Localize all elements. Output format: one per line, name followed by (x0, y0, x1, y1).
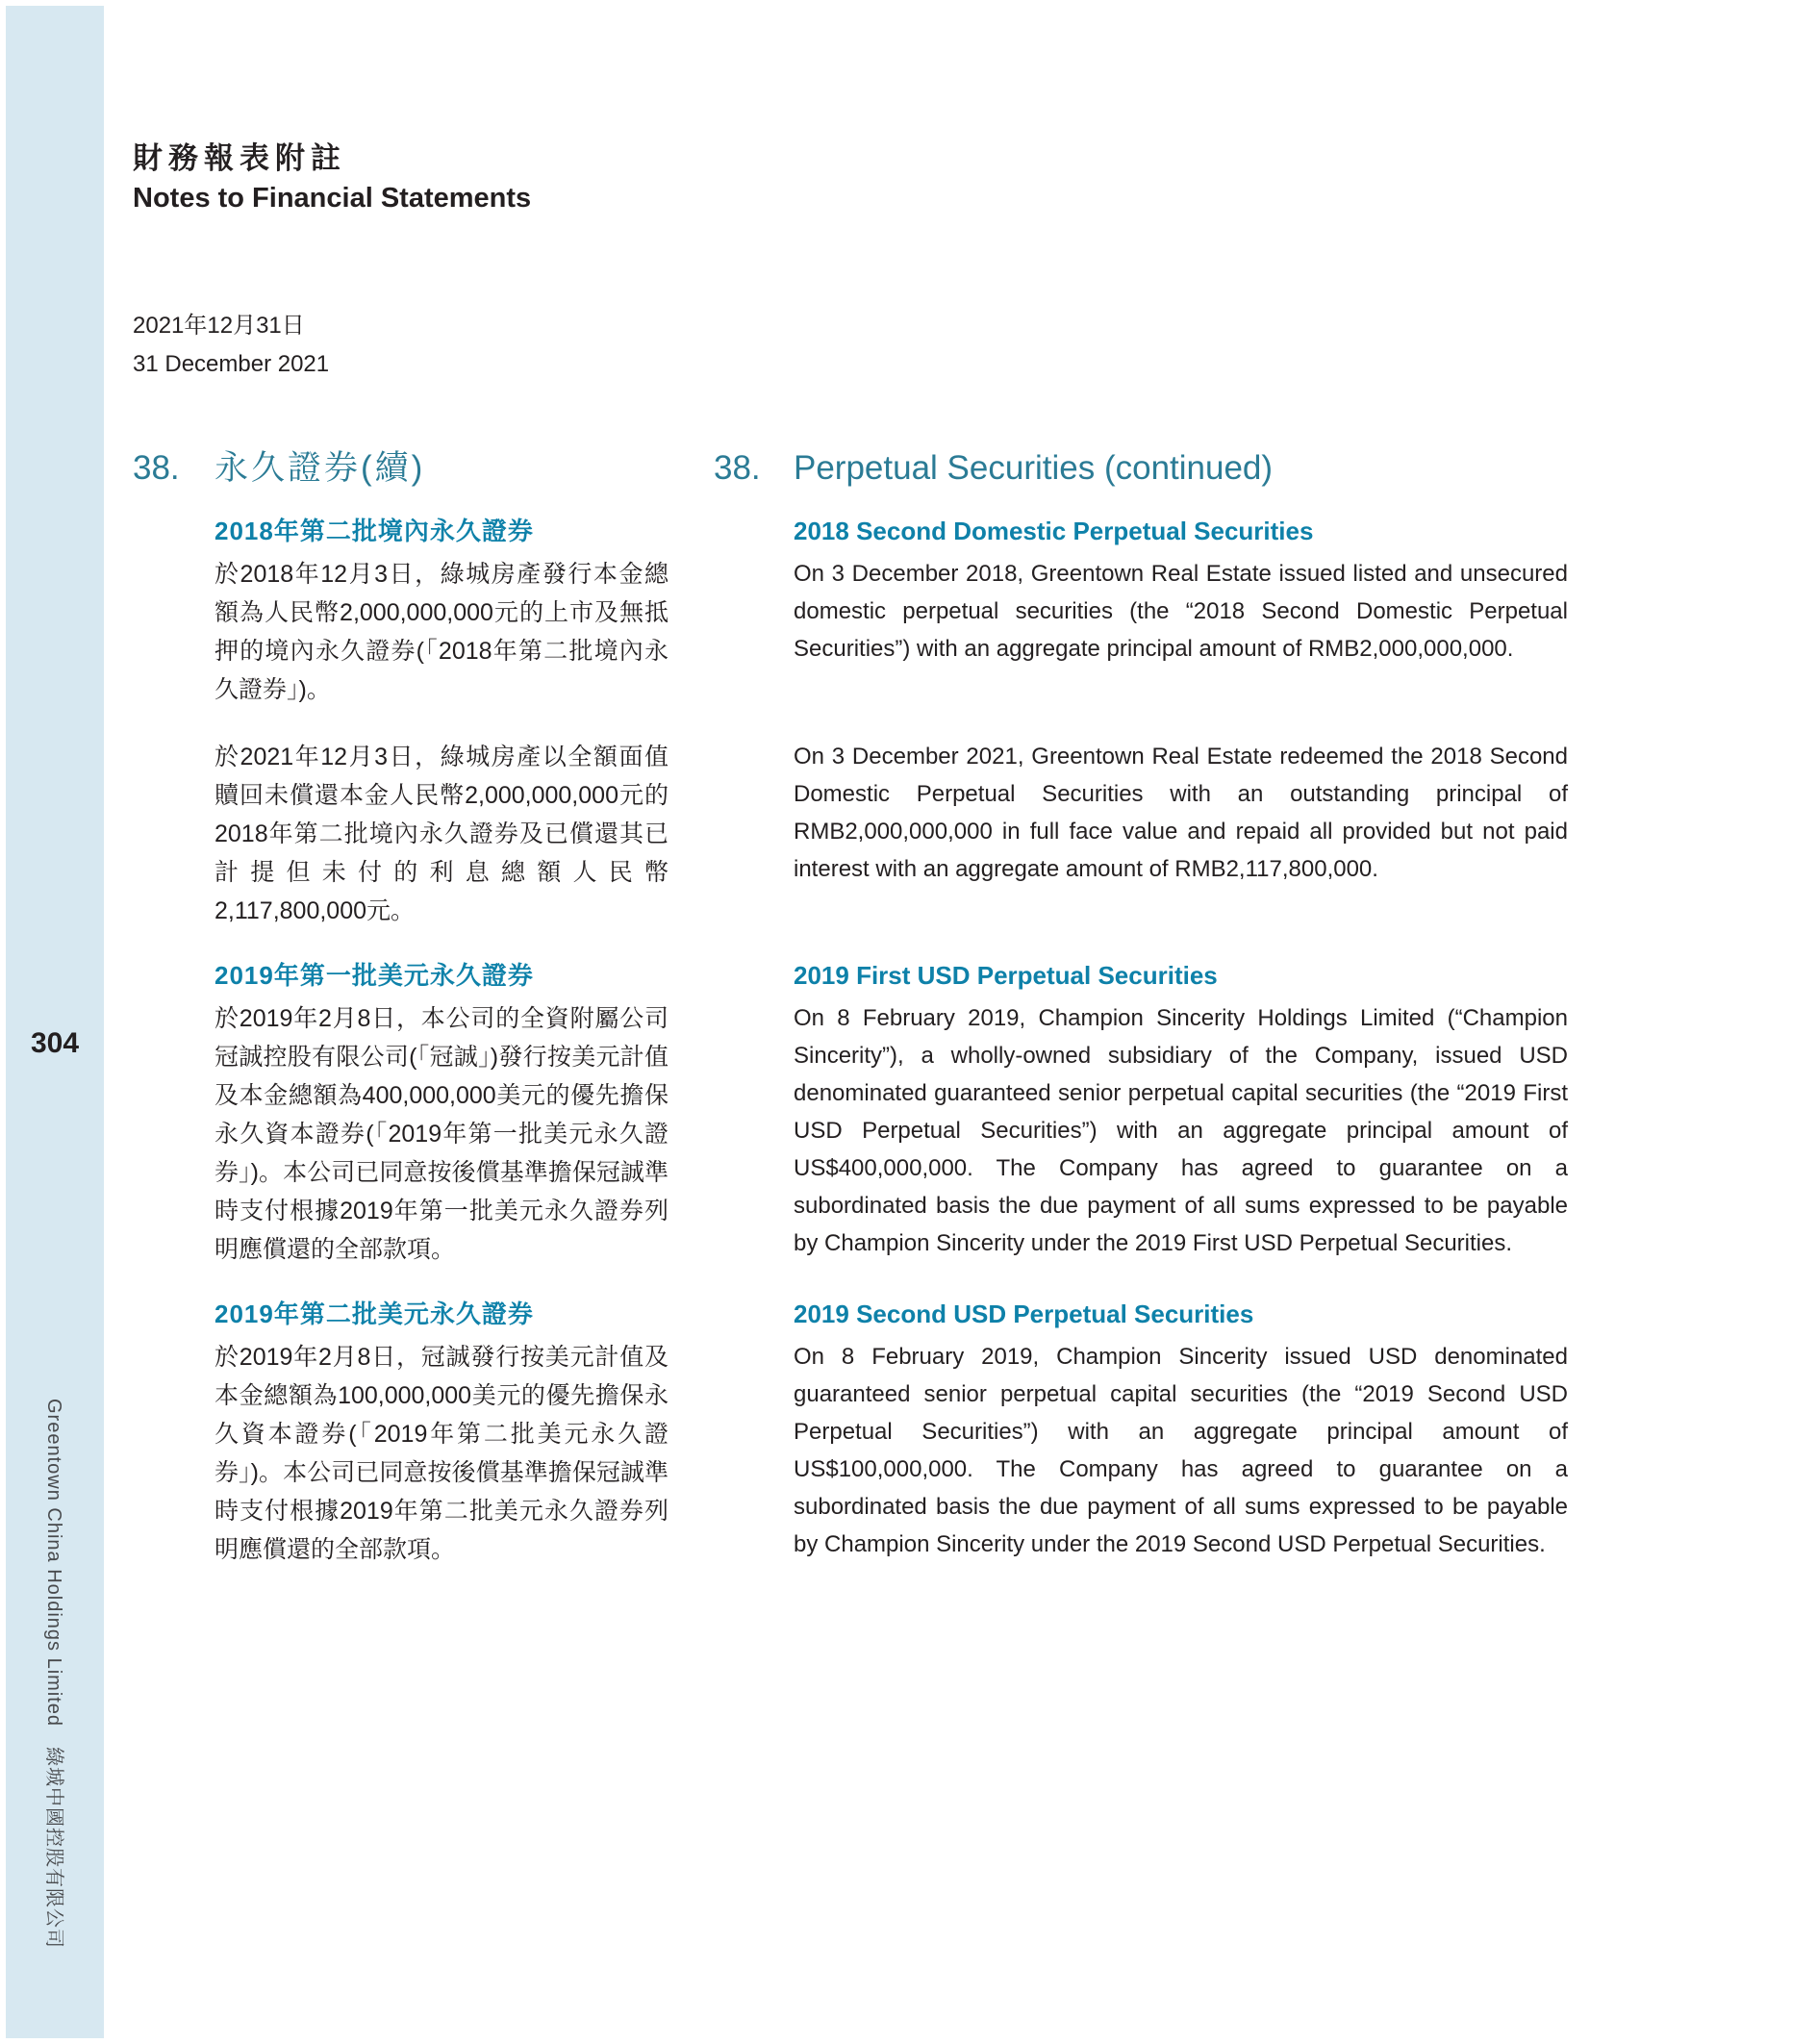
section-title-chinese: 永久證券(續) (215, 449, 426, 487)
paragraph-english: On 8 February 2019, Champion Sincerity issued USD denominated guaranteed senior perpetual capital securities (the “2019 Second USD Perpetual Securities”) with an aggregate principal amount of US$100,000,000. The Company has agreed to guarantee on a subordinated basis the due payment of all sums expressed to be payable by Champion Sincerity under the 2019 Second USD Perpetual Securities. (794, 1344, 1568, 1557)
english-column-cell (794, 738, 1568, 888)
section-number-english: 38. (714, 449, 761, 487)
paragraph-chinese: 於2019年2月8日，本公司的全資附屬公司冠誠控股有限公司(「冠誠」)發行按美元計值及本金總額為400,000,000美元的優先擔保永久資本證券(「2019年第一批美元永久證券」)。本公司已同意按後償基準擔保冠誠準時支付根據2019年第一批美元永久證券列明應償還的全部款項。 (215, 1005, 669, 1263)
subsection-redemption-paragraph (133, 738, 1817, 930)
paragraph-chinese: 於2018年12月3日，綠城房產發行本金總額為人民幣2,000,000,000元的上市及無抵押的境內永久證券(「2018年第二批境內永久證券」)。 (215, 561, 669, 703)
spine-company-name: Greentown China Holdings Limited 綠城中國控股有限公司 (43, 1399, 64, 1950)
section-heading-row (133, 447, 1817, 490)
subsection-heading-chinese: 2018年第二批境內永久證券 (215, 517, 534, 545)
left-spine-bar (6, 6, 104, 2038)
section-title-english: Perpetual Securities (continued) (794, 449, 1274, 487)
english-column-cell (794, 515, 1568, 668)
chinese-column-cell (215, 515, 669, 709)
english-column-cell (794, 1298, 1568, 1563)
subsection-heading-english: 2019 First USD Perpetual Securities (794, 961, 1218, 990)
subsection-heading-chinese: 2019年第二批美元永久證券 (215, 1300, 534, 1328)
section-number-chinese: 38. (133, 449, 180, 487)
paragraph-chinese: 於2021年12月3日，綠城房產以全額面值贖回未償還本金人民幣2,000,000,000元的2018年第二批境內永久證券及已償還其已計提但未付的利息總額人民幣2,117,800,000元。 (215, 744, 669, 924)
report-date-block (133, 307, 1817, 384)
subsection-2019-first-usd (133, 959, 1817, 1269)
paragraph-english: On 8 February 2019, Champion Sincerity Holdings Limited (“Champion Sincerity”), a wholly-owned subsidiary of the Company, issued USD denominated guaranteed senior perpetual capital securities (the “2019 First USD Perpetual Securities”) with an aggregate principal amount of US$400,000,000. The Company has agreed to guarantee on a subordinated basis the due payment of all sums expressed to be payable by Champion Sincerity under the 2019 First USD Perpetual Securities. (794, 1005, 1568, 1256)
page-number: 304 (30, 1027, 80, 1059)
subsection-heading-chinese: 2019年第一批美元永久證券 (215, 961, 534, 990)
subsection-heading-english: 2019 Second USD Perpetual Securities (794, 1300, 1254, 1328)
chinese-column-cell (215, 738, 669, 930)
report-date-english: 31 December 2021 (133, 351, 330, 377)
subsection-2019-second-usd (133, 1298, 1817, 1569)
chinese-column-cell (215, 1298, 669, 1569)
chinese-column-cell (215, 959, 669, 1269)
paragraph-english: On 3 December 2018, Greentown Real Estate issued listed and unsecured domestic perpetual securities (the “2018 Second Domestic Perpetual Securities”) with an aggregate principal amount of RMB2,000,000,000. (794, 561, 1568, 662)
document-header (133, 139, 1817, 384)
report-date-chinese: 2021年12月31日 (133, 313, 305, 339)
subsection-2018-second-domestic (133, 515, 1817, 709)
paragraph-english: On 3 December 2021, Greentown Real Estate redeemed the 2018 Second Domestic Perpetual Securities with an outstanding principal of RMB2,000,000,000 in full face value and repaid all provided but not paid interest with an aggregate amount of RMB2,117,800,000. (794, 744, 1568, 882)
subsection-heading-english: 2018 Second Domestic Perpetual Securities (794, 517, 1314, 545)
document-title-chinese: 財務報表附註 (133, 141, 346, 175)
english-column-cell (794, 959, 1568, 1262)
paragraph-chinese: 於2019年2月8日，冠誠發行按美元計值及本金總額為100,000,000美元的優先擔保永久資本證券(「2019年第二批美元永久證券」)。本公司已同意按後償基準擔保冠誠準時支付根據2019年第二批美元永久證券列明應償還的全部款項。 (215, 1344, 669, 1563)
document-title-english: Notes to Financial Statements (133, 183, 532, 214)
